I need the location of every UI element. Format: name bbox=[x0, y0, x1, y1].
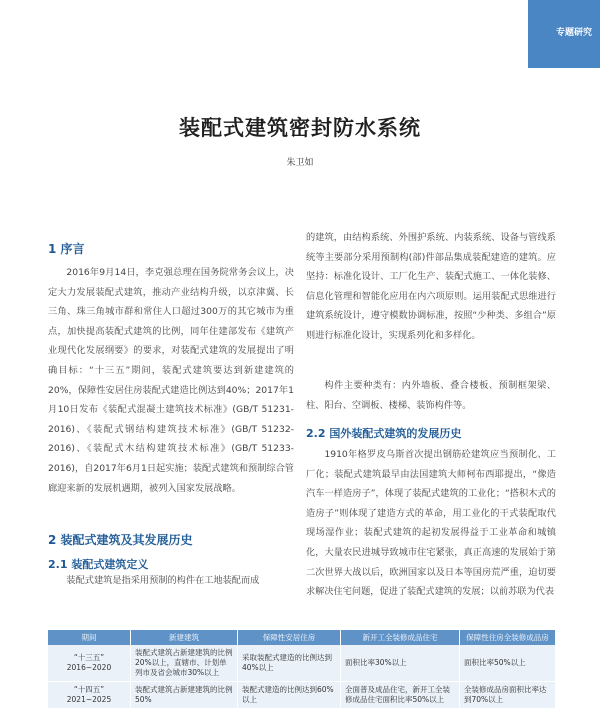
article-title: 装配式建筑密封防水系统 bbox=[179, 116, 421, 140]
table-cell: 装配式建筑占新建建筑的比例50% bbox=[131, 682, 238, 709]
section-heading-history: 2 装配式建筑及其发展历史 bbox=[48, 533, 193, 547]
section-tab bbox=[528, 0, 600, 68]
table-row bbox=[48, 682, 556, 709]
definition-paragraph-start: 装配式建筑是指采用预制的构件在工地装配而成 bbox=[66, 575, 260, 586]
table-header-cell: 期间 bbox=[48, 630, 131, 645]
period-cell bbox=[48, 645, 131, 682]
intro-paragraph: 2016年9月14日，李克强总理在国务院常务会议上，决定大力发展装配式建筑，推动产业结构升级，以京津冀、长三角、珠三角城市群和常住人口超过300万的其它城市为重点，加快提高装配式建筑的比例，同年住建部发布《建筑产业现代化发展纲要》的要求，对装配式建筑的发展提出了明确目标：“十三五”期间，装配式建筑要达到新建建筑的20%，保障性安居住房装配式建造比例达到40%；2017年1月10日发布《装配式混凝土建筑技术标准》(GB/T 51231-2016)、《装配式钢结构建筑技术标准》(GB/T 51232-2016)、《装配式木结构建筑技术标准》(GB/T 51233-2016)，自2017年6月1日起实施；装配式建筑和预制综合管廊迎来新的发展机遇期，被列入国家发展战略。 bbox=[48, 267, 294, 494]
table-cell: 面积比率50%以上 bbox=[460, 645, 556, 682]
table-cell: 装配式建筑占新建建筑的比例20%以上，直辖市、计划单列市及省会城市30%以上 bbox=[131, 645, 238, 682]
period-cell bbox=[48, 682, 131, 709]
table-cell: 全装修成品房面积比率达到70%以上 bbox=[460, 682, 556, 709]
table-header-cell: 新建建筑 bbox=[131, 630, 238, 645]
period-years: 2021~2025 bbox=[66, 695, 112, 704]
components-paragraph: 构件主要种类有：内外墙板、叠合楼板、预制框架梁、柱、阳台、空调板、楼梯、装饰构件等。 bbox=[306, 380, 556, 411]
subsection-heading-foreign-history: 2.2 国外装配式建筑的发展历史 bbox=[306, 427, 462, 440]
table-header-cell: 新开工全装修成品住宅 bbox=[341, 630, 460, 645]
table-cell: 面积比率30%以上 bbox=[341, 645, 460, 682]
section-heading-intro: 1 序言 bbox=[48, 242, 85, 256]
table-cell: 全面普及成品住宅，新开工全装修成品住宅面积比率50%以上 bbox=[341, 682, 460, 709]
definition-paragraph-continued: 的建筑，由结构系统、外围护系统、内装系统、设备与管线系统等主要部分采用预制构(部)件部品集成装配建造的建筑。应坚持：标准化设计、工厂化生产、装配式施工、一体化装修、信息化管理和智能化应用在内六项原则。运用装配式思维进行建筑系统设计，遵守模数协调标准，按照“少种类、多组合”原则进行标准化设计，实现系列化和多样化。 bbox=[306, 232, 556, 341]
table-row bbox=[48, 645, 556, 682]
table-header-cell: 保障性住房全装修成品房 bbox=[460, 630, 556, 645]
table-header-row bbox=[48, 630, 556, 645]
table-cell: 采取装配式建造的比例达到40%以上 bbox=[238, 645, 341, 682]
section-tab-label: 专题研究 bbox=[555, 28, 592, 38]
period-label: “十四五” bbox=[73, 685, 105, 694]
foreign-history-paragraph: 1910年格罗皮乌斯首次提出钢筋砼建筑应当预制化、工厂化；装配式建筑最早由法国建筑大师柯布西耶提出，“像造汽车一样造房子”，体现了装配式建筑的工业化；“搭积木式的造房子”则体现了建造方式的革命，用工业化的干式装配取代现场湿作业；装配式建筑的起初发展得益于工业革命和城镇化，大量农民进城导致城市住宅紧张，真正高速的发展始于第二次世界大战以后，欧洲国家以及日本等国房荒严重，迫切要求解决住宅问题，促进了装配式建筑的发展；以前苏联为代表 bbox=[306, 449, 556, 598]
period-years: 2016~2020 bbox=[66, 663, 112, 672]
policy-targets-table bbox=[48, 630, 556, 709]
period-label: “十三五” bbox=[73, 653, 105, 662]
table-header-cell: 保障性安居住房 bbox=[238, 630, 341, 645]
article-author: 朱卫如 bbox=[286, 158, 314, 168]
table-cell: 装配式建造的比例达到60%以上 bbox=[238, 682, 341, 709]
subsection-heading-definition: 2.1 装配式建筑定义 bbox=[48, 558, 149, 571]
